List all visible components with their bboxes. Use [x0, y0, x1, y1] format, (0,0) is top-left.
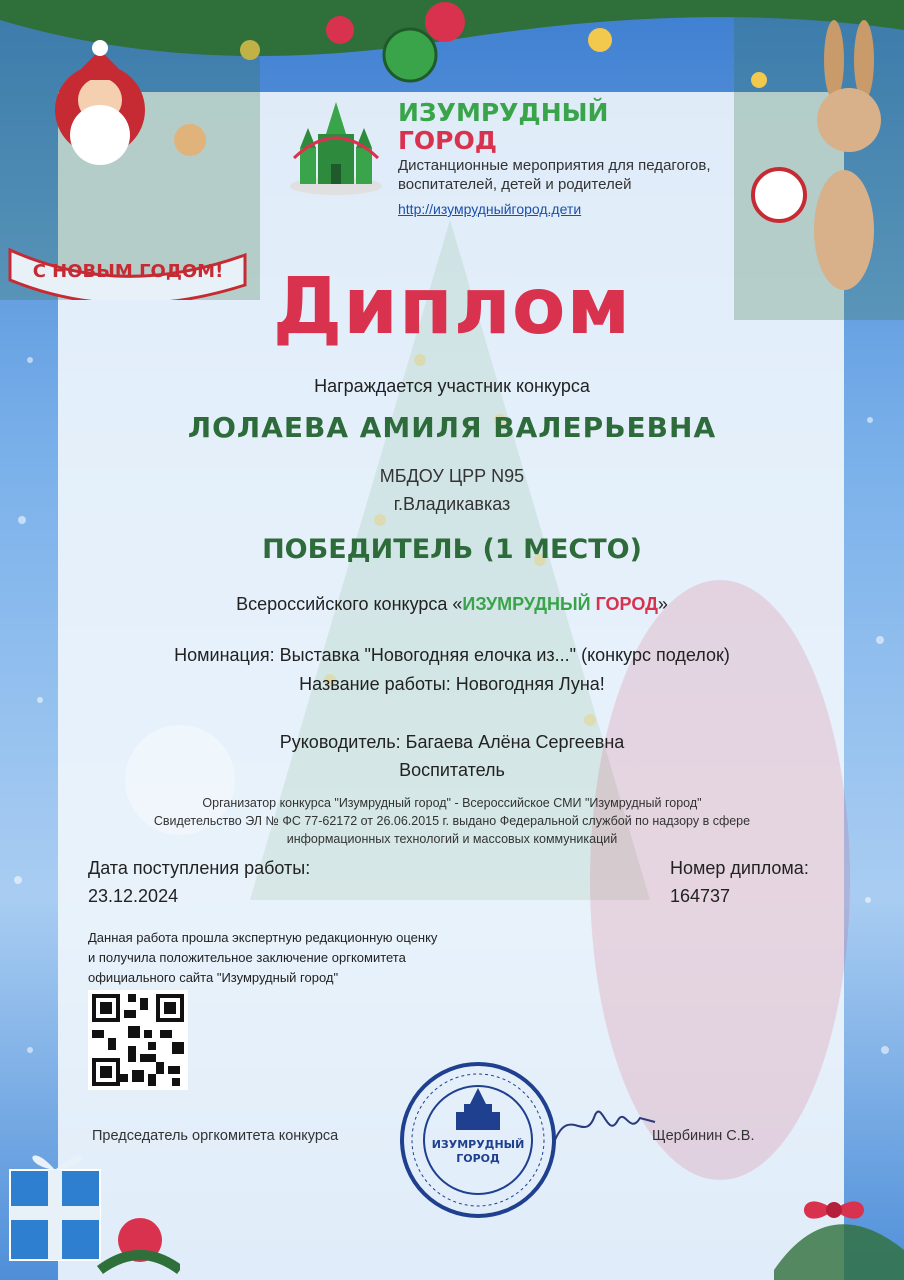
diploma-title: Диплом — [272, 262, 632, 352]
note-line3: официального сайта "Изумрудный город" — [88, 970, 339, 985]
contest-name-red: ГОРОД — [595, 594, 658, 614]
stamp-text-line1: ИЗУМРУДНЫЙ — [431, 1138, 525, 1151]
logo-title-line1: ИЗУМРУДНЫЙ — [398, 98, 609, 127]
diploma-number-value: 164737 — [670, 886, 731, 906]
organizer-line2: Свидетельство ЭЛ № ФС 77-62172 от 26.06.2015 г. выдано Федеральной службой по надзору в сфере — [153, 814, 751, 828]
official-stamp — [398, 1060, 558, 1220]
work-title: Название работы: Новогодняя Луна! — [299, 674, 605, 694]
note-line2: и получила положительное заключение оргкомитета — [88, 950, 406, 965]
organizer-line3: информационных технологий и массовых коммуникаций — [286, 832, 618, 846]
note-line1: Данная работа прошла экспертную редакционную оценку — [88, 930, 438, 945]
city: г.Владикавказ — [393, 494, 511, 514]
contest-prefix: Всероссийского конкурса « — [236, 594, 463, 614]
awarded-text: Награждается участник конкурса — [314, 376, 590, 396]
supervisor: Руководитель: Багаева Алёна Сергеевна — [279, 732, 625, 752]
stamp-text-line2: ГОРОД — [456, 1152, 500, 1165]
logo-description-line2: воспитателей, детей и родителей — [398, 176, 632, 193]
logo-description-line1: Дистанционные мероприятия для педагогов, — [398, 157, 711, 174]
date-value: 23.12.2024 — [88, 886, 179, 906]
logo-title-line2: ГОРОД — [398, 126, 498, 155]
diploma-number-label: Номер диплома: — [670, 858, 809, 878]
castle-logo-icon — [286, 98, 386, 198]
chairman-name: Щербинин С.В. — [652, 1128, 755, 1144]
expert-note — [88, 928, 437, 988]
organizer-line1: Организатор конкурса "Изумрудный город" - Всероссийское СМИ "Изумрудный город" — [202, 796, 702, 810]
greeting-banner: С НОВЫМ ГОДОМ! — [32, 261, 224, 282]
qr-code[interactable] — [88, 990, 188, 1090]
date-label: Дата поступления работы: — [88, 858, 311, 878]
chairman-label: Председатель оргкомитета конкурса — [92, 1128, 339, 1144]
award-place: ПОБЕДИТЕЛЬ (1 МЕСТО) — [262, 534, 642, 565]
organization: МБДОУ ЦРР N95 — [379, 466, 525, 486]
contest-line — [0, 594, 904, 615]
supervisor-role: Воспитатель — [399, 760, 505, 780]
santa-illustration — [0, 0, 260, 300]
gift-box-illustration — [0, 1140, 180, 1280]
handwritten-signature — [550, 1100, 660, 1150]
nomination: Номинация: Выставка "Новогодняя елочка из..." (конкурс поделок) — [174, 645, 730, 665]
contest-name-green: ИЗУМРУДНЫЙ — [462, 594, 591, 614]
bow-illustration — [754, 1150, 904, 1280]
website-link[interactable]: http://изумрудныйгород.дети — [398, 201, 582, 217]
recipient-name: ЛОЛАЕВА АМИЛЯ ВАЛЕРЬЕВНА — [187, 411, 717, 444]
stamp-castle-icon — [456, 1088, 500, 1130]
contest-suffix: » — [657, 594, 668, 614]
